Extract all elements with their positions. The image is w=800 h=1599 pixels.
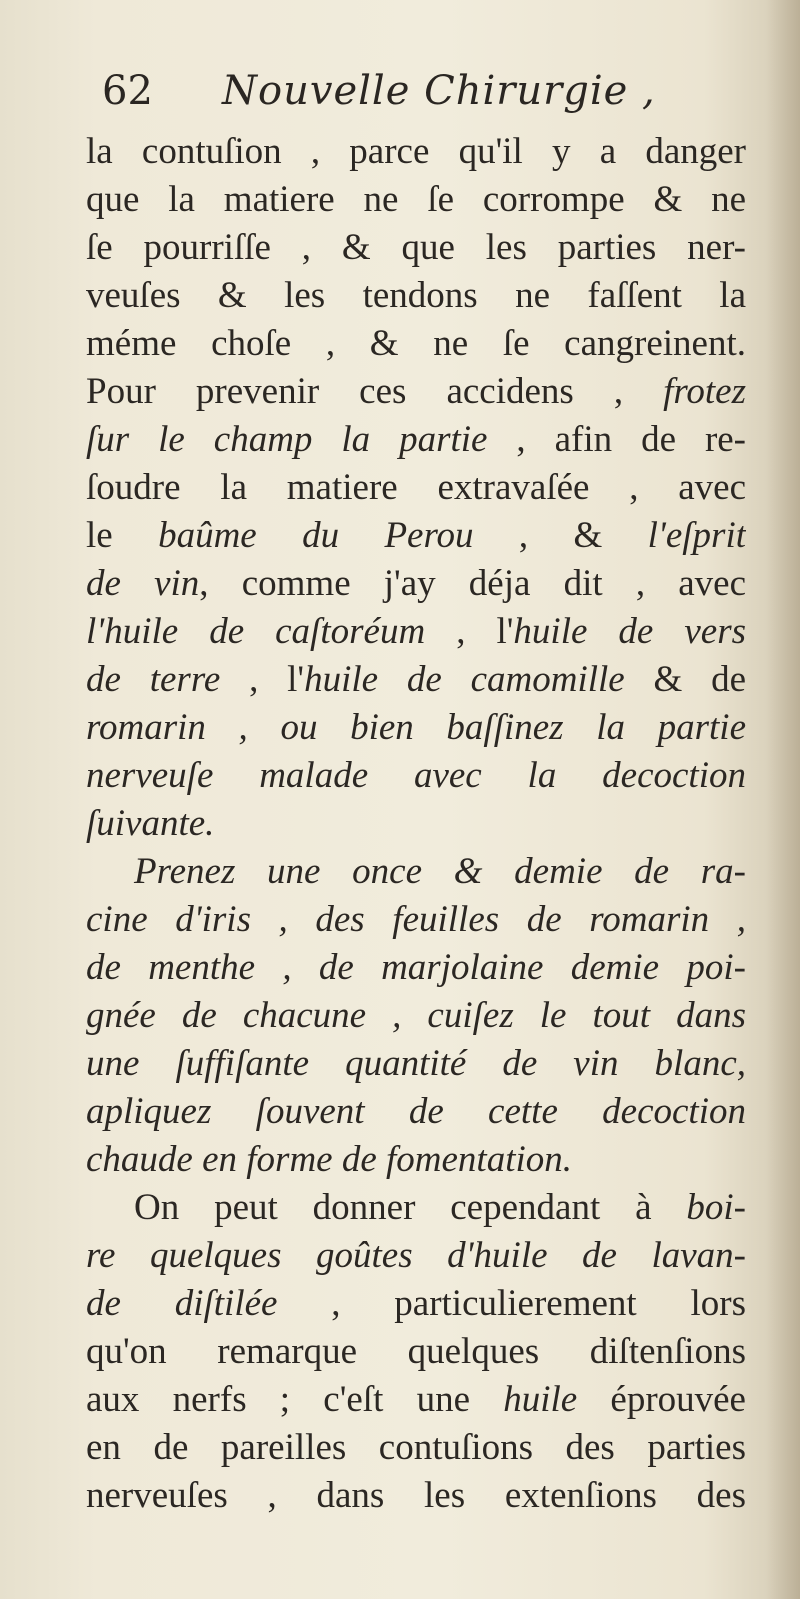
page-header [102, 68, 742, 128]
italic-text: apliquez ſouvent de cette decoction [86, 1091, 746, 1132]
text-line [86, 848, 746, 896]
roman-text: , afin de re- [487, 419, 746, 460]
text-line [86, 1280, 746, 1328]
italic-text: l'eſprit [647, 515, 746, 556]
roman-text: ſoudre la matiere extravaſée , avec [86, 467, 746, 508]
page-gutter-shadow [766, 0, 800, 1599]
roman-text: , & [473, 515, 648, 556]
italic-text: une ſuffiſante quantité de vin blanc, [86, 1043, 746, 1084]
text-line [86, 368, 746, 416]
text-line [86, 1376, 746, 1424]
roman-text: ſe pourriſſe , & que les parties ner- [86, 227, 746, 268]
text-line [86, 512, 746, 560]
roman-text: en de pareilles contuſions des parties [86, 1427, 746, 1468]
italic-text: l'huile de caſtoréum [86, 611, 426, 652]
text-line [86, 752, 746, 800]
italic-text: de diſtilée [86, 1283, 278, 1324]
italic-text: boi- [686, 1187, 746, 1228]
text-line [86, 896, 746, 944]
roman-text: Pour prevenir ces accidens , [86, 371, 664, 412]
text-line [86, 320, 746, 368]
text-line [86, 1184, 746, 1232]
roman-text: le [86, 515, 159, 556]
italic-text: Prenez une once & demie de ra- [134, 851, 746, 892]
italic-text: re quelques goûtes d'huile de lavan- [86, 1235, 746, 1276]
italic-text: baûme du Perou [158, 515, 474, 556]
italic-text: huile de vers [513, 611, 746, 652]
text-line [86, 1136, 746, 1184]
italic-text: ſuivante. [86, 803, 215, 844]
text-line [86, 1088, 746, 1136]
italic-text: ſur le champ la partie [86, 419, 488, 460]
roman-text: que la matiere ne ſe corrompe & ne [86, 179, 746, 220]
text-line [86, 128, 746, 176]
roman-text: , l' [425, 611, 514, 652]
italic-text: nerveuſe malade avec la decoction [86, 755, 746, 796]
roman-text: veuſes & les tendons ne faſſent la [86, 275, 746, 316]
roman-text: qu'on remarque quelques diſtenſions [86, 1331, 746, 1372]
text-line [86, 608, 746, 656]
text-line [86, 800, 746, 848]
text-line [86, 1472, 746, 1520]
roman-text: On peut donner cependant à [134, 1187, 687, 1228]
roman-text: , particulierement lors [277, 1283, 746, 1324]
roman-text: méme choſe , & ne ſe cangreinent. [86, 323, 746, 364]
roman-text: la contuſion , parce qu'il y a danger [86, 131, 746, 172]
text-line [86, 944, 746, 992]
text-line [86, 416, 746, 464]
page-number: 62 [102, 68, 153, 114]
text-line [86, 560, 746, 608]
italic-text: cine d'iris , des feuilles de romarin , [86, 899, 746, 940]
italic-text: gnée de chacune , cuiſez le tout dans [86, 995, 746, 1036]
text-line [86, 224, 746, 272]
text-line [86, 176, 746, 224]
text-line [86, 992, 746, 1040]
text-line [86, 1328, 746, 1376]
roman-text: aux nerfs ; c'eſt une [86, 1379, 504, 1420]
roman-text: & de [624, 659, 746, 700]
italic-text: huile [503, 1379, 578, 1420]
roman-text: éprouvée [577, 1379, 746, 1420]
text-line [86, 1232, 746, 1280]
italic-text: huile de camomille [304, 659, 625, 700]
body-text [86, 128, 746, 1520]
roman-text: , l' [220, 659, 305, 700]
text-line [86, 272, 746, 320]
roman-text: nerveuſes , dans les extenſions des [86, 1475, 746, 1516]
roman-text: , comme j'ay déja dit , avec [199, 563, 746, 604]
text-line [86, 464, 746, 512]
text-line [86, 1040, 746, 1088]
running-title: Nouvelle Chirurgie , [222, 68, 656, 114]
text-line [86, 656, 746, 704]
italic-text: frotez [663, 371, 746, 412]
text-line [86, 1424, 746, 1472]
italic-text: romarin , ou bien baſſinez la partie [86, 707, 746, 748]
italic-text: de menthe , de marjolaine demie poi- [86, 947, 746, 988]
text-line [86, 704, 746, 752]
italic-text: de terre [86, 659, 221, 700]
italic-text: de vin [86, 563, 200, 604]
italic-text: chaude en forme de fomentation. [86, 1139, 573, 1180]
